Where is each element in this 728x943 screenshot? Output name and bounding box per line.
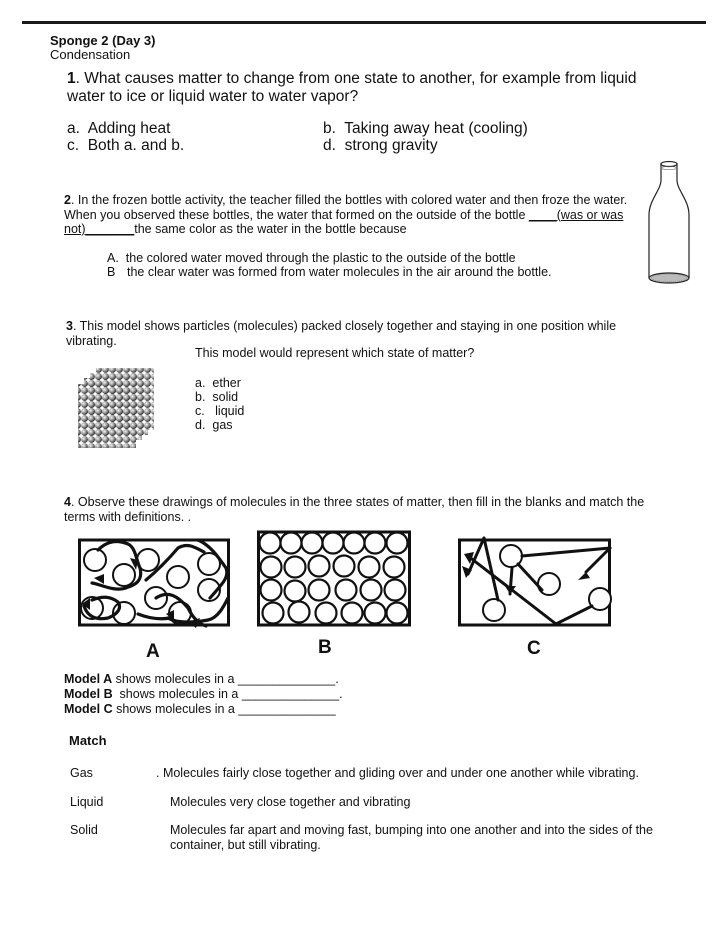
model-c-label: C <box>527 638 541 659</box>
match-definition-3: Molecules far apart and moving fast, bumping into one another and into the sides of the container, but still vibrating. <box>170 823 653 852</box>
match-term-solid: Solid <box>70 823 98 837</box>
question-3-prompt: This model would represent which state of matter? <box>195 346 475 360</box>
top-rule <box>22 21 706 24</box>
q1-option-c: c. Both a. and b. <box>67 137 185 154</box>
question-4-text: 4. Observe these drawings of molecules in the three states of matter, then fill in the blanks and match the terms with definitions. . <box>64 495 645 524</box>
bottle-icon <box>643 160 693 290</box>
q2-blank: ____(was or was not)_______ <box>64 207 624 236</box>
blank-model-b[interactable]: ______________. <box>241 687 343 701</box>
model-c-diagram <box>458 536 613 628</box>
question-2-text: 2. In the frozen bottle activity, the teacher filled the bottles with colored water and then froze the water. When you observed these bottles, the water that formed on the outside of the bottle ____(was or was not)_______the same color as the water in the bottle because <box>64 193 628 236</box>
match-term-liquid: Liquid <box>70 795 104 809</box>
q1-option-b: b. Taking away heat (cooling) <box>323 120 528 137</box>
q3-option-a: a. ether <box>195 376 241 390</box>
q3-option-d: d. gas <box>195 418 233 432</box>
fill-in-model-b: Model B shows molecules in a ______________. <box>64 687 343 701</box>
blank-model-a[interactable]: ______________. <box>237 672 339 686</box>
model-a-label: A <box>146 641 160 662</box>
match-definition-2: Molecules very close together and vibrating <box>170 795 411 809</box>
q3-option-b: b. solid <box>195 390 239 404</box>
q1-option-d: d. strong gravity <box>323 137 438 154</box>
fill-in-model-a: Model A shows molecules in a ______________. <box>64 672 339 686</box>
question-1-text: 1. What causes matter to change from one state to another, for example from liquid water to ice or liquid water to water vapor? <box>67 70 637 105</box>
q2-option-a: A. the colored water moved through the plastic to the outside of the bottle <box>107 251 516 265</box>
blank-model-c[interactable]: ______________ <box>238 702 336 716</box>
fill-in-model-c: Model C shows molecules in a ______________ <box>64 702 336 716</box>
model-a-diagram <box>78 538 230 628</box>
q2-option-b: B the clear water was formed from water molecules in the air around the bottle. <box>107 265 552 279</box>
match-term-gas: Gas <box>70 766 93 780</box>
worksheet-subtitle: Condensation <box>50 47 131 62</box>
match-definition-1: . Molecules fairly close together and gliding over and under one another while vibrating. <box>156 766 639 780</box>
question-3-text: 3. This model shows particles (molecules) packed closely together and staying in one position while vibrating. <box>66 319 617 348</box>
worksheet-title: Sponge 2 (Day 3) <box>50 33 156 48</box>
question-number: 1 <box>67 70 76 87</box>
model-b-diagram <box>257 530 411 628</box>
molecule-cube-icon <box>74 366 156 452</box>
model-b-label: B <box>318 637 332 658</box>
q3-option-c: c. liquid <box>195 404 245 418</box>
match-heading: Match <box>69 733 107 748</box>
q1-option-a: a. Adding heat <box>67 120 171 137</box>
